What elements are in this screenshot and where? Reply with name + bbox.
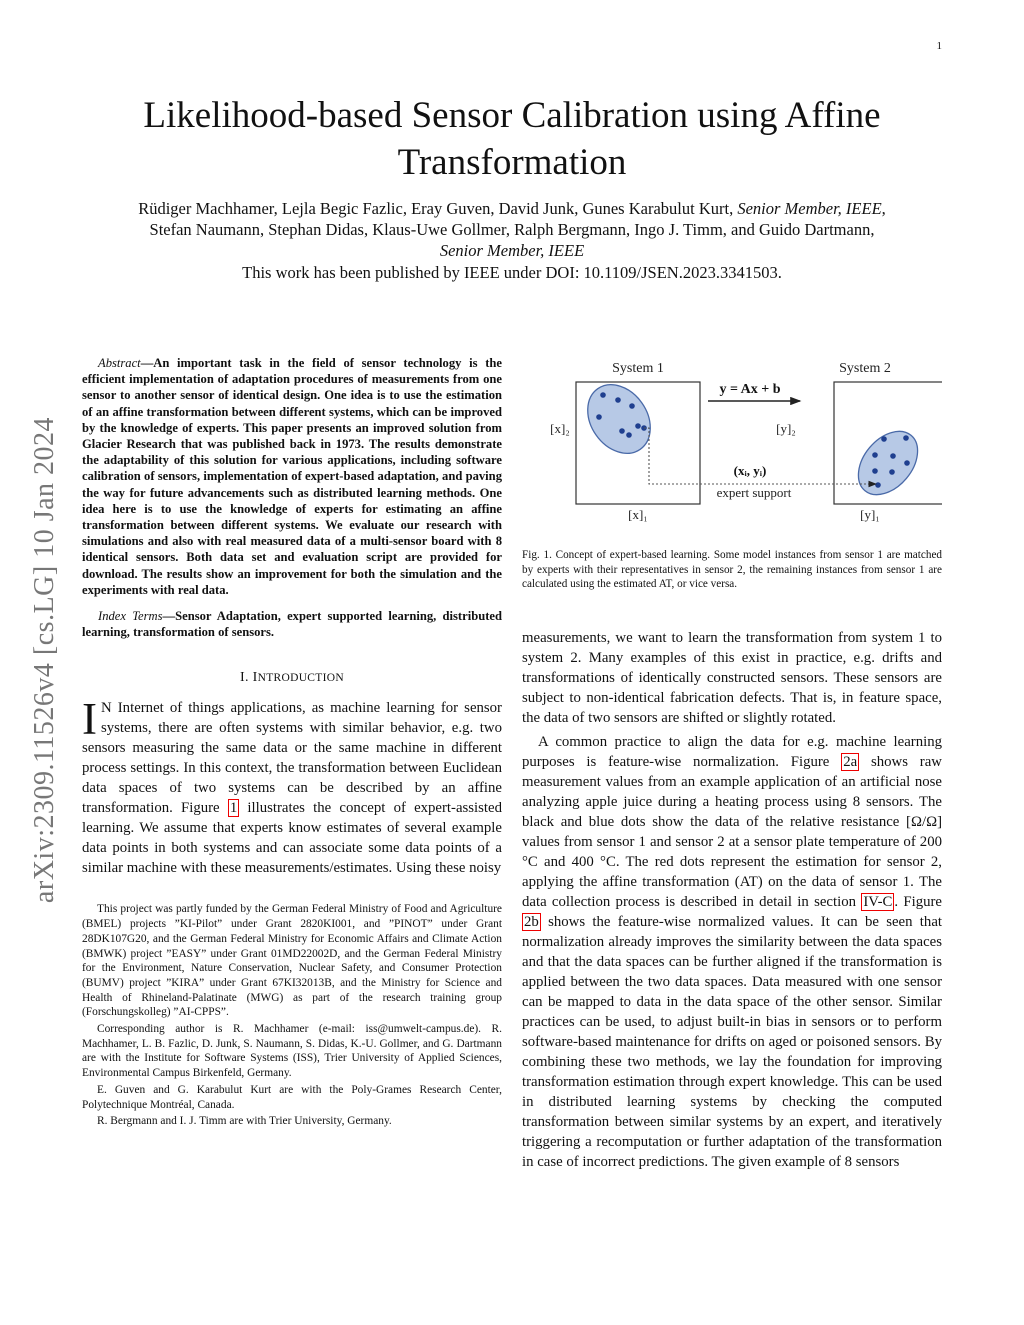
arxiv-sidebar	[26, 360, 64, 960]
figure-2b-link[interactable]: 2b	[524, 914, 539, 930]
right-column	[522, 628, 942, 1172]
index-terms	[82, 608, 502, 640]
system-1-ellipse	[575, 373, 663, 466]
page-number: 1	[936, 40, 942, 52]
author-role-2: Senior Member, IEEE	[439, 241, 585, 260]
abstract	[82, 355, 502, 598]
right-paragraph-2	[522, 732, 942, 1172]
axis-x2-label: [x]₂	[550, 421, 570, 436]
drop-cap: I	[82, 694, 97, 745]
system-1-label: System 1	[612, 361, 664, 376]
figure-2a-link[interactable]: 2a	[843, 754, 858, 770]
pair-label: (xᵢ, yᵢ)	[733, 463, 767, 478]
authors-line-1: Rüdiger Machhamer, Lejla Begic Fazlic, Eray Guven, David Junk, Gunes Karabulut Kurt,	[138, 199, 734, 218]
paper-title: Likelihood-based Sensor Calibration using Affine Transformation	[143, 95, 881, 183]
axis-x1-label: [x]₁	[628, 507, 648, 522]
index-terms-text: —Sensor Adaptation, expert supported learning, distributed learning, transformation of sensors.	[82, 609, 503, 640]
section-title-rest: NTRODUCTION	[257, 672, 344, 685]
p2-text-c: values from sensor 1 and sensor 2 at a sensor plate temperature of 200 °C and 400 °C. The red dots represent the estimation for sensor 2, applying the affine transformation (AT) on the data of sensor 1. The data collection process is described in detail in section	[522, 834, 942, 910]
transform-equation: y = Ax + b	[719, 382, 781, 397]
system-2-ellipse	[846, 420, 929, 506]
expert-support-label: expert support	[716, 485, 792, 500]
author-list: Rüdiger Machhamer, Lejla Begic Fazlic, Eray Guven, David Junk, Gunes Karabulut Kurt, Senior Member, IEEE, Stefan Naumann, Stephan Didas, Klaus-Uwe Gollmer, Ralph Bergmann, Ingo J. Timm, and Guido Dartmann, Senior Member, IEEE	[138, 199, 886, 260]
figure-1-caption: Fig. 1. Concept of expert-based learning. Some model instances from sensor 1 are matched by experts with their representatives in sensor 2, the remaining instances from sensor 1 are calculated using the estimated AT, or vice versa.	[522, 549, 942, 590]
doi-note: This work has been published by IEEE under DOI: 10.1109/JSEN.2023.3341503.	[242, 263, 782, 282]
abstract-text: —An important task in the field of sensor technology is the efficient implementation of adaptation procedures of measurements from one sensor to another sensor of identical design. One idea is to use the estimation of an affine transformation between different systems, which can be improved by the knowledge of experts. This paper presents an improved solution from Glacier Research that was published back in 1973. The results demonstrate the adaptability of this solution for various applications, including software calibration of sensors, implementation of expert-based adaptation, and paving the way for future advancements such as distributed learning methods. One idea here is to use the knowledge of experts for estimating an affine transformation between different systems. We evaluate our research with simulations and also with real measured data of a multi-sensor board with 8 identical sensors. Both data set and evaluation script are provided for download. The results show an improvement for both the simulation and the experiments with real data.	[82, 356, 502, 597]
arxiv-identifier: arXiv:2309.11526v4 [cs.LG] 10 Jan 2024	[29, 416, 60, 904]
figure-1-link[interactable]: 1	[229, 800, 238, 817]
index-terms-label: Index Terms	[98, 609, 163, 624]
p2-text-a: A common practice to align the data for e.g. machine learning purposes is feature-wise normalization. Figure	[522, 734, 942, 770]
p2-text-b: shows raw measurement values from an example application of an artificial nose analyzing apple juice during a heating process using 8 sensors. The black and blue dots show the data of the relative resistance	[522, 754, 942, 830]
left-column	[82, 355, 502, 1131]
axis-y1-label: [y]₁	[860, 507, 880, 522]
footnotes	[82, 902, 502, 1129]
section-ivc-link[interactable]: IV-C	[863, 894, 893, 910]
intro-text-a: N Internet of things applications, as machine learning for sensor systems, there are often systems with similar behavior, e.g. two sensors measuring the same data or the same machine in different process settings. In this context, the transformation between Euclidean data spaces of two systems can be described by an affine transformation. Figure	[82, 700, 502, 817]
axis-y2-label: [y]₂	[776, 421, 796, 436]
footnote-polygrames: E. Guven and G. Karabulut Kurt are with the Poly-Grames Research Center, Polytechnique Montréal, Canada.	[82, 1083, 502, 1111]
resistance-unit: [Ω/Ω]	[906, 814, 942, 830]
author-role-1: Senior Member, IEEE	[737, 199, 882, 218]
p2-text-e: shows the feature-wise normalized values. It can be seen that normalization already improves the similarity between the data spaces and that the data spaces can be further aligned if the transformation is applied between the two data spaces. Data measured with one sensor can be mapped to data in the data space of the other sensor. Similar practices can be used, to adjust built-in bias in sensors or to perform software-based maintenance for drifts on aged or poisoned sensors. By combining these two methods, we lay the foundation for improving transformation estimation through expert knowledge. This can be used in distributed learning systems by checking the computed transformation between similar systems by an expert, and iteratively triggering a recomputation or further adaptation of the transformation in case of incorrect predictions. The given example of 8 sensors	[522, 914, 942, 1170]
right-paragraph-1: measurements, we want to learn the transformation from system 1 to system 2. Many examples of this exist in practice, e.g. drifts and transformations of identically constructed sensors. These sensors are subject to non-identical fabrication defects. That is, in feature space, the data of two sensors are shifted or slightly rotated.	[522, 630, 942, 726]
figure-1-diagram	[522, 355, 942, 545]
figure-1	[522, 355, 942, 545]
footnote-trier: R. Bergmann and I. J. Timm are with Trier University, Germany.	[97, 1115, 392, 1128]
system-2-label: System 2	[839, 361, 891, 376]
intro-paragraph	[82, 694, 502, 878]
footnote-corresponding: Corresponding author is R. Machhamer (e-mail: iss@umwelt-campus.de). R. Machhamer, L. B. Fazlic, D. Junk, S. Naumann, S. Didas, K.-U. Gollmer, and G. Dartmann are with the Institute for Software Systems (ISS), Trier University of Applied Sciences, Environmental Campus Birkenfeld, Germany.	[82, 1023, 502, 1080]
abstract-label: Abstract	[98, 356, 141, 370]
intro-text-b: illustrates the concept of expert-assisted learning. We assume that experts know estimates of several example data points in both systems and can associate some data points of a similar machine with these measurements/estimates. Using these noisy	[82, 800, 502, 877]
footnote-funding: This project was partly funded by the German Federal Ministry of Food and Agriculture (BMEL) projects ”KI-Pilot” under Grant 2820KI001, and ”PINOT” under Grant 28DK107G20, and the German Federal Ministry for Economic Affairs and Climate Action (BMWK) project ”EASY” under Grant 01MD22002D, and the German Federal Ministry for the Environment, Nature Conservation, Nuclear Safety, and Consumer Protection (BUMV) project ”KIRA” under Grant 67KI32013B, and the Ministry for Science and Health of Rhineland-Palatinate (MWG) as part of the research training group (Forschungskolleg) ”AI-CPPS”.	[82, 903, 502, 1019]
section-title-first: I	[252, 670, 258, 686]
p2-text-d: . Figure	[894, 894, 942, 910]
section-heading	[82, 670, 502, 686]
section-numeral: I.	[240, 670, 249, 686]
authors-line-2: Stefan Naumann, Stephan Didas, Klaus-Uwe Gollmer, Ralph Bergmann, Ingo J. Timm, and Guido Dartmann,	[149, 220, 875, 239]
